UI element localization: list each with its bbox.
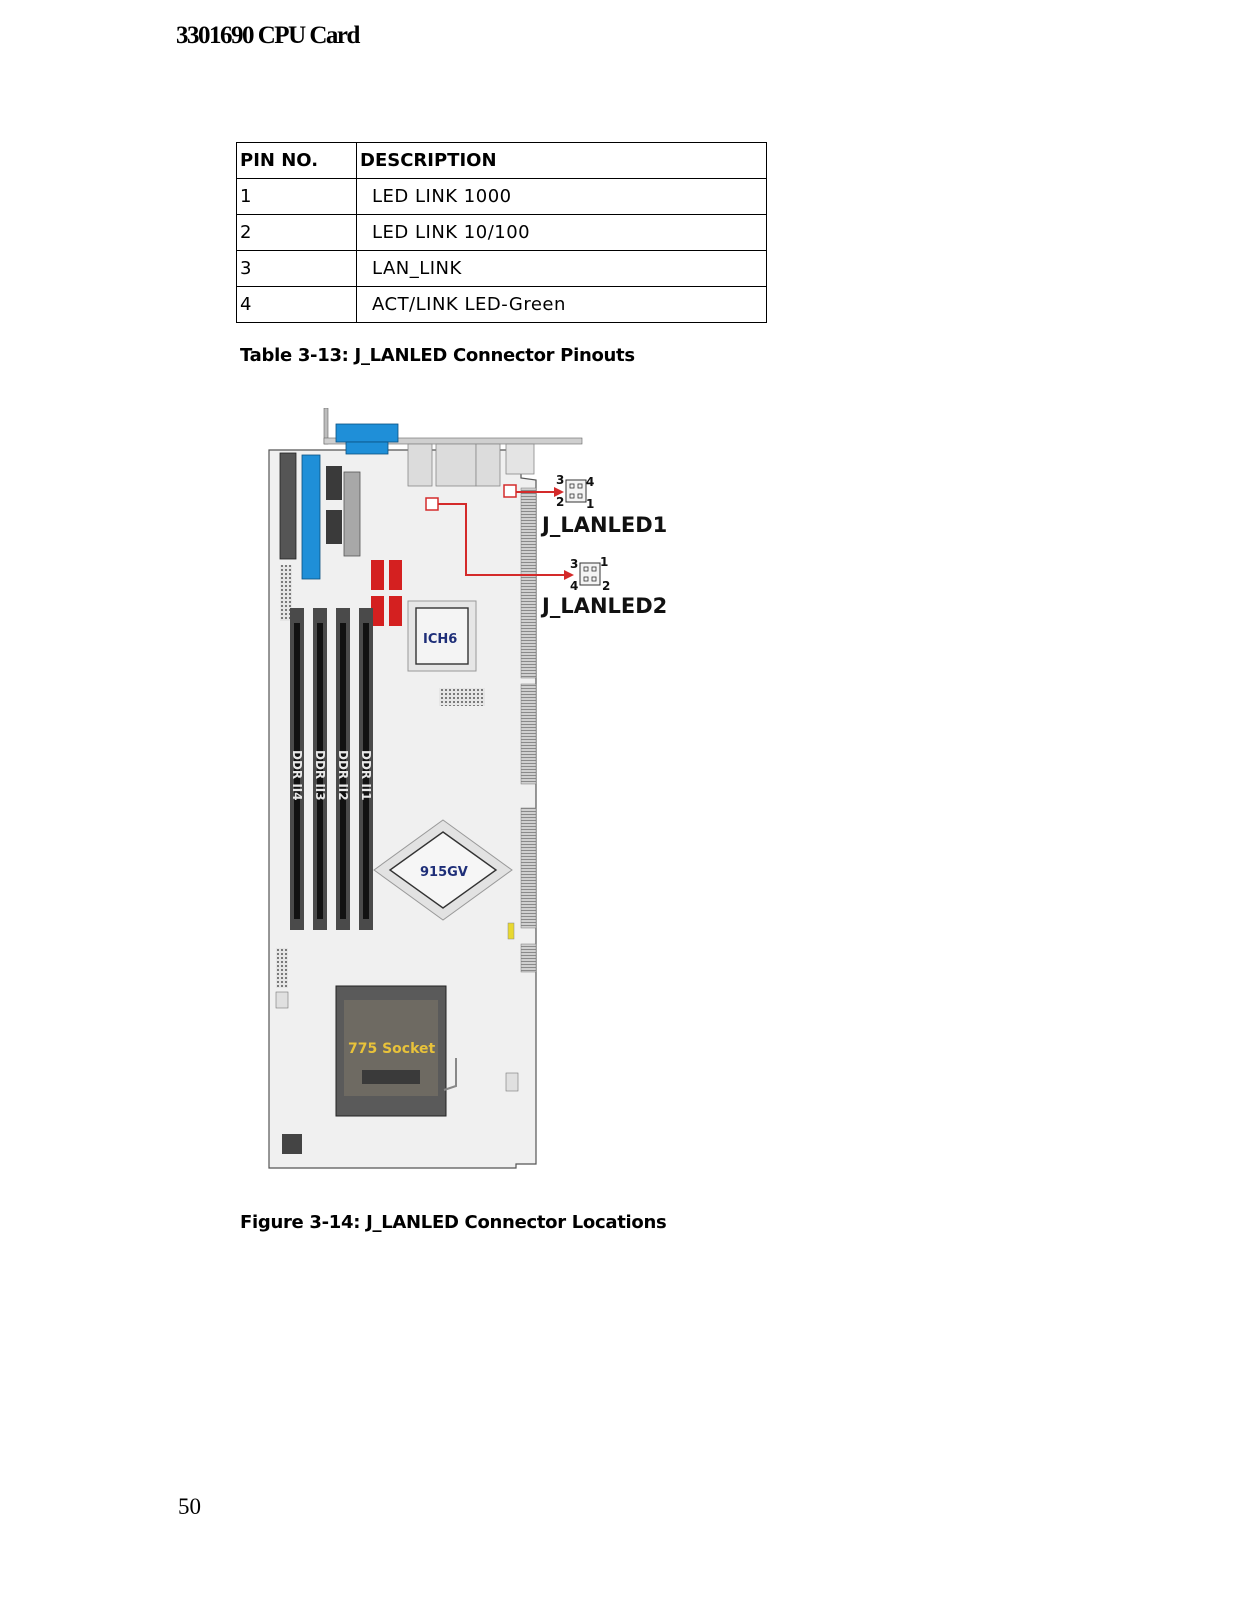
ich6-label: ICH6: [423, 632, 458, 647]
pin-cell: 3: [237, 251, 357, 287]
cpu-socket: [336, 986, 456, 1116]
lanled2-pin-2: 2: [602, 579, 611, 593]
table-row: [237, 287, 767, 323]
atx-connector: [282, 1134, 302, 1154]
column-header-description: DESCRIPTION: [357, 143, 767, 179]
dimm-label-1: DDR II1: [359, 750, 373, 801]
led-indicator: [508, 923, 514, 939]
description-cell: LED LINK 10/100: [357, 215, 767, 251]
jumpers-row: [439, 688, 485, 706]
dimm-label-2: DDR II2: [336, 750, 350, 801]
lanled1-pin-1: 1: [586, 497, 595, 511]
table-row: [237, 179, 767, 215]
dimm-label-3: DDR II3: [313, 750, 327, 801]
lanled2-label: J_LANLED2: [542, 594, 668, 618]
board-diagram: [236, 408, 690, 1170]
lanled1-pin-3: 3: [556, 473, 565, 487]
table-caption: Table 3-13: J_LANLED Connector Pinouts: [240, 345, 635, 366]
page-header-title: 3301690 CPU Card: [176, 22, 359, 49]
column-header-pin: PIN NO.: [237, 143, 357, 179]
socket-label: 775 Socket: [348, 1041, 436, 1057]
fan-connector: [276, 992, 288, 1008]
edge-connector: [521, 488, 536, 972]
lanled1-pin-4: 4: [586, 475, 595, 489]
description-cell: LAN_LINK: [357, 251, 767, 287]
lanled1-pin-header: [566, 480, 586, 502]
pin-cell: 4: [237, 287, 357, 323]
floppy-connector: [344, 472, 360, 556]
description-cell: LED LINK 1000: [357, 179, 767, 215]
pinout-table: [236, 142, 767, 323]
page-number: 50: [178, 1494, 201, 1519]
table-header-row: [237, 143, 767, 179]
lanled2-pin-header: [580, 563, 600, 585]
pin-cell: 1: [237, 179, 357, 215]
lanled1-label: J_LANLED1: [542, 513, 668, 537]
lanled1-pin-2: 2: [556, 495, 565, 509]
description-cell: ACT/LINK LED-Green: [357, 287, 767, 323]
lanled1-marker: [504, 485, 516, 497]
ide-connector-black: [280, 453, 296, 559]
915gv-label: 915GV: [420, 865, 468, 880]
pin-header-bottom-left: [276, 948, 288, 988]
lanled2-marker: [426, 498, 438, 510]
usb-header-2: [326, 510, 342, 544]
usb-header-1: [326, 466, 342, 500]
dimm-label-4: DDR II4: [290, 750, 304, 801]
figure-caption: Figure 3-14: J_LANLED Connector Locations: [240, 1212, 667, 1233]
pin-cell: 2: [237, 215, 357, 251]
fan-connector-right: [506, 1073, 518, 1091]
ich6-chip: [408, 601, 476, 671]
lanled2-pin-3: 3: [570, 557, 579, 571]
lanled2-pin-4: 4: [570, 579, 579, 593]
table-row: [237, 251, 767, 287]
lanled2-pin-1: 1: [600, 555, 609, 569]
table-row: [237, 215, 767, 251]
ide-connector-blue: [302, 455, 320, 579]
